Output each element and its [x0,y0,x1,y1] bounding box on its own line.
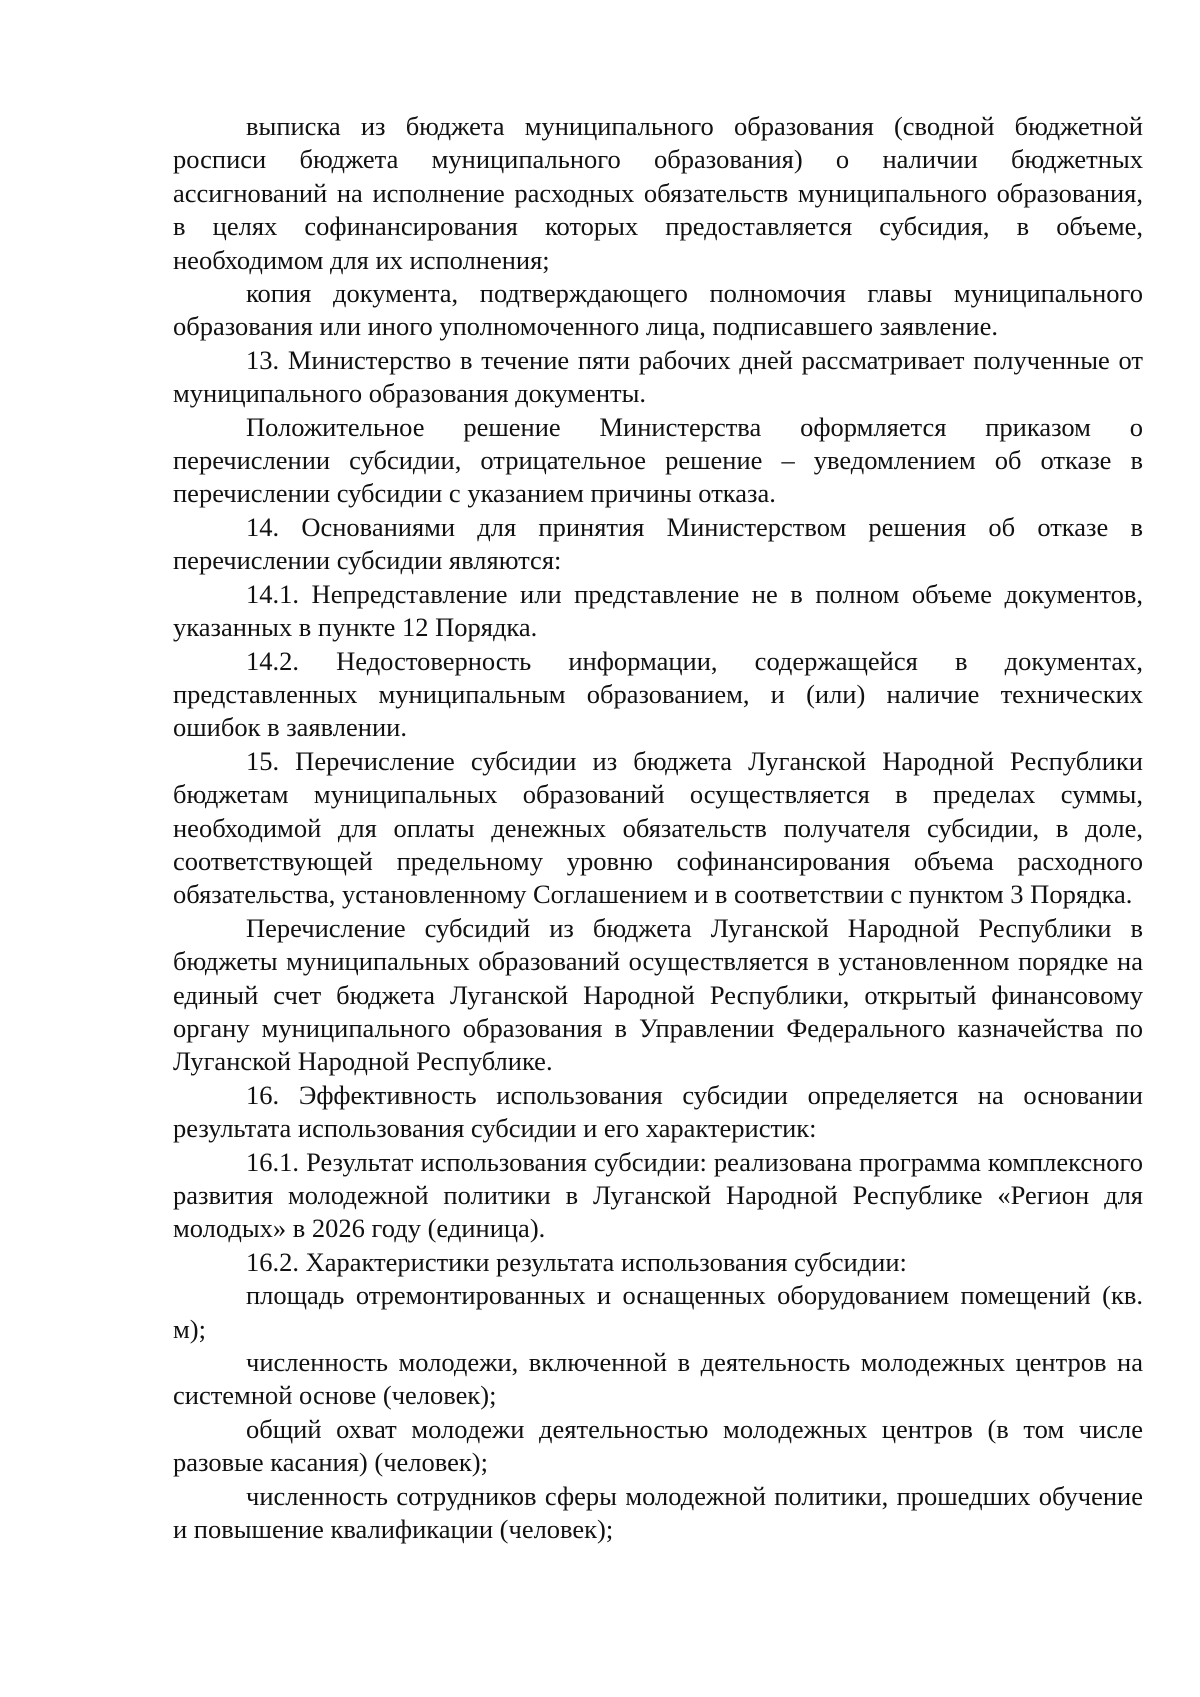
paragraph-item-14-2: 14.2. Недостоверность информации, содержащейся в документах, представленных муниципальным образованием, и (или) наличие технических ошибок в заявлении. [173,645,1143,743]
paragraph-item-16: 16. Эффективность использования субсидии определяется на основании результата использования субсидии и его характеристик: [173,1079,1143,1144]
paragraph-subsidy-transfer: Перечисление субсидий из бюджета Луганской Народной Республики в бюджеты муниципальных образований осуществляется в установленном порядке на единый счет бюджета Луганской Народной Республики, открытый финансовому органу муниципального образования в Управлении Федерального казначейства по Луганской Народной Республике. [173,912,1143,1077]
paragraph-item-15: 15. Перечисление субсидии из бюджета Луганской Народной Республики бюджетам муниципальных образований осуществляется в пределах суммы, необходимой для оплаты денежных обязательств получателя субсидии, в доле, соответствующей предельному уровню софинансирования объема расходного обязательства, установленному Соглашением и в соответствии с пунктом 3 Порядка. [173,745,1143,910]
document-page [173,110,1143,1546]
paragraph-authority-copy: копия документа, подтверждающего полномочия главы муниципального образования или иного уполномоченного лица, подписавшего заявление. [173,278,1143,342]
paragraph-positive-decision: Положительное решение Министерства оформляется приказом о перечислении субсидии, отрицательное решение – уведомлением об отказе в перечислении субсидии с указанием причины отказа. [173,411,1143,509]
paragraph-area-characteristic: площадь отремонтированных и оснащенных оборудованием помещений (кв. м); [173,1280,1143,1344]
paragraph-item-14-1: 14.1. Непредставление или представление не в полном объеме документов, указанных в пункте 12 Порядка. [173,578,1143,643]
paragraph-item-16-1: 16.1. Результат использования субсидии: реализована программа комплексного развития молодежной политики в Луганской Народной Республике «Регион для молодых» в 2026 году (единица). [173,1146,1143,1244]
paragraph-item-16-2: 16.2. Характеристики результата использования субсидии: [246,1246,907,1277]
paragraph-budget-extract: выписка из бюджета муниципального образования (сводной бюджетной росписи бюджета муниципального образования) о наличии бюджетных ассигнований на исполнение расходных обязательств муниципального образования, в целях софинансирования которых предоставляется субсидия, в объеме, необходимом для их исполнения; [173,111,1143,275]
paragraph-item-14: 14. Основаниями для принятия Министерством решения об отказе в перечислении субсидии являются: [173,511,1143,576]
paragraph-item-13: 13. Министерство в течение пяти рабочих дней рассматривает полученные от муниципального образования документы. [173,344,1143,409]
paragraph-youth-count-characteristic: численность молодежи, включенной в деятельность молодежных центров на системной основе (человек); [173,1347,1143,1411]
paragraph-youth-coverage-characteristic: общий охват молодежи деятельностью молодежных центров (в том числе разовые касания) (человек); [173,1413,1143,1478]
paragraph-staff-training-characteristic: численность сотрудников сферы молодежной политики, прошедших обучение и повышение квалификации (человек); [173,1480,1143,1545]
